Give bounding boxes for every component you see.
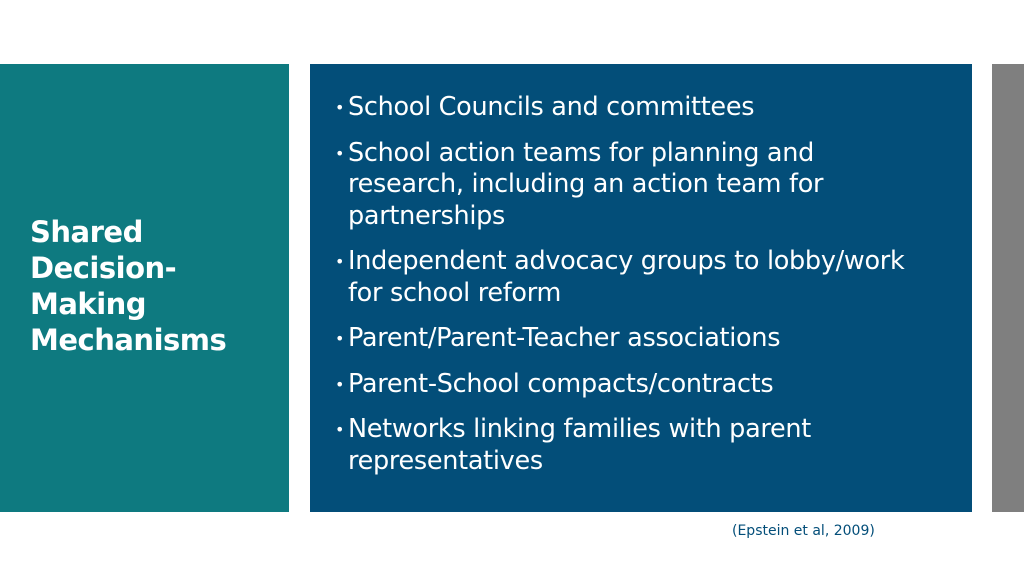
bullet-text: Networks linking families with parent representatives [348, 414, 811, 476]
bullet-text: Parent-School compacts/contracts [348, 368, 774, 399]
decorative-side-bar [992, 64, 1024, 512]
bullet-item [310, 92, 910, 124]
bullet-icon: • [335, 252, 345, 271]
bullet-list [310, 92, 910, 491]
bullet-item [310, 246, 910, 309]
bullet-icon: • [335, 420, 345, 439]
content-panel [310, 64, 972, 512]
citation: (Epstein et al, 2009) [732, 523, 875, 539]
bullet-icon: • [335, 98, 345, 117]
bullet-text: Parent/Parent-Teacher associations [348, 323, 781, 353]
bullet-item [310, 414, 910, 477]
bullet-text: Independent advocacy groups to lobby/work for school reform [348, 246, 905, 308]
bullet-icon: • [335, 374, 345, 394]
bullet-icon: • [335, 143, 345, 163]
bullet-item [310, 138, 910, 233]
bullet-text: School action teams for planning and research, including an action team for partnerships [348, 137, 824, 231]
slide-title: Shared Decision-Making Mechanisms [30, 215, 227, 357]
bullet-text: School Councils and committees [348, 92, 755, 122]
bullet-item [310, 323, 910, 355]
bullet-icon: • [335, 329, 345, 348]
bullet-item [310, 369, 910, 401]
